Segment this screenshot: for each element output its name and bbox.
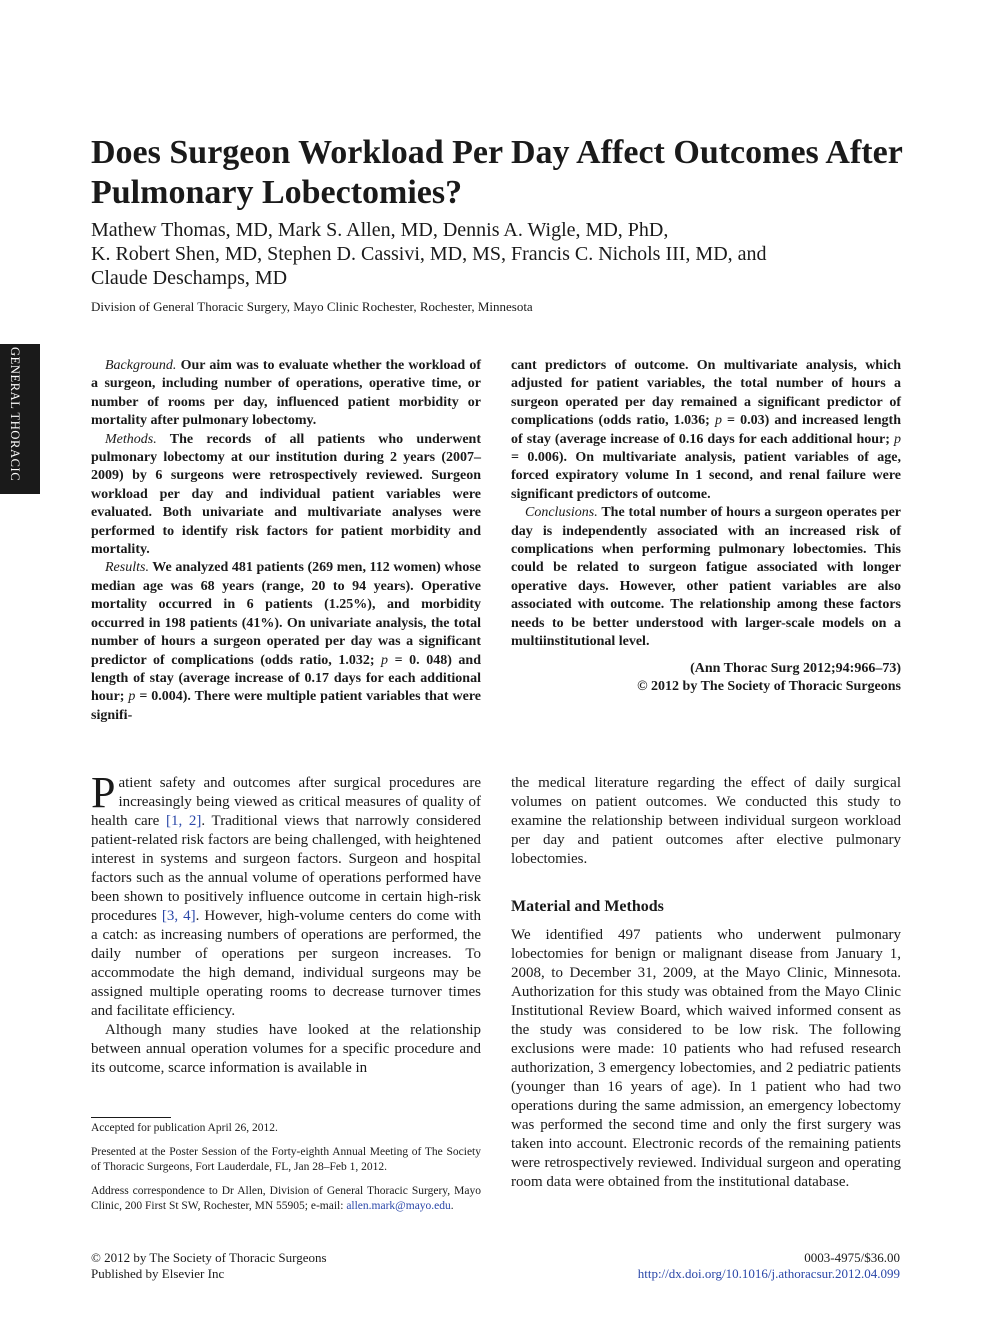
affiliation: Division of General Thoracic Surgery, Mayo Clinic Rochester, Rochester, Minnesota	[91, 299, 533, 314]
abstract-conclusions: Conclusions. The total number of hours a surgeon operates per day is independently associated with an increased risk of complications when performing pulmonary lobectomies. This could be related to surgeon fatigue associated with longer operative days. However, other patient variables are also associated with outcome. The relationship among these factors needs to be better understood with larger-scale models on a multiinstitutional level.	[511, 505, 901, 650]
abstract-left-column	[91, 357, 481, 725]
journal-citation: (Ann Thorac Surg 2012;94:966–73)	[690, 660, 901, 676]
body-right-column	[511, 774, 901, 1192]
footer-copyright: © 2012 by The Society of Thoracic Surgeons	[91, 1250, 327, 1265]
abstract-background: Background. Our aim was to evaluate whether the workload of a surgeon, including number of operations, operative time, or number of rooms per day, influenced patient morbidity or mortality after pulmonary lobectomy.	[91, 358, 481, 429]
abstract-copyright: © 2012 by The Society of Thoracic Surgeons	[637, 678, 901, 694]
intro-paragraph-1: Patient safety and outcomes after surgical procedures are increasingly being viewed as critical measures of quality of health care [1, 2]. Traditional views that narrowly considered patient-related risk factors are being challenged, with heightened interest in systems and surgeon factors. Surgeon and hospital factors such as the annual volume of operations performed have been shown to positively influence outcome in certain high-risk procedures [3, 4]. However, high-volume centers do come with a catch: as increasing numbers of operations are performed, the daily number of operations per surgeon increases. To accommodate the high demand, individual surgeons may be assigned multiple operating rooms to decrease turnover times and facilitate efficiency.	[91, 768, 481, 1019]
drop-cap: P	[91, 768, 116, 817]
abstract-methods: Methods. The records of all patients who underwent pulmonary lobectomy at our institution during 2 years (2007–2009) by 6 surgeons were retrospectively reviewed. Surgeon workload per day and individual patient variables were evaluated. Both univariate and multivariate analyses were performed to identify risk factors for patient morbidity and mortality.	[91, 431, 481, 558]
footnotes	[91, 1121, 481, 1223]
intro-paragraph-2: Although many studies have looked at the relationship between annual operation volumes for a specific procedure and its outcome, scarce information is available in	[91, 1022, 481, 1076]
author-line-1: Mathew Thomas, MD, Mark S. Allen, MD, Dennis A. Wigle, MD, PhD,	[91, 219, 669, 241]
footer-issn: 0003-4975/$36.00	[804, 1250, 900, 1265]
correspondence-email-link[interactable]: allen.mark@mayo.edu	[346, 1200, 451, 1213]
author-line-3: Claude Deschamps, MD	[91, 267, 288, 289]
article-title: Does Surgeon Workload Per Day Affect Outcomes After Pulmonary Lobectomies?	[91, 134, 903, 211]
doi-link[interactable]: http://dx.doi.org/10.1016/j.athoracsur.2012.04.099	[637, 1266, 900, 1281]
abstract-results-continued: cant predictors of outcome. On multivariate analysis, which adjusted for patient variables, the total number of hours a surgeon operated per day remained a significant predictor of complications (odds ratio, 1.036; p = 0.03) and increased length of stay (average increase of 0.16 days for each additional hour; p = 0.006). On multivariate analysis, patient variables of age, forced expiratory volume In 1 second, and renal failure were significant predictors of outcome.	[511, 358, 902, 502]
footnote-presented: Presented at the Poster Session of the Forty-eighth Annual Meeting of The Society of Thoracic Surgeons, Fort Lauderdale, FL, Jan 28–Feb 1, 2012.	[91, 1145, 481, 1174]
abstract-right-column	[511, 357, 901, 696]
footer-left	[91, 1250, 491, 1282]
footnote-divider	[91, 1117, 171, 1118]
methods-paragraph: We identified 497 patients who underwent pulmonary lobectomies for benign or malignant disease from January 1, 2008, to December 31, 2009, at the Mayo Clinic, Minnesota. Authorization for this study was obtained from the Mayo Clinic Institutional Review Board, which waived informed consent as the study was considered to be low risk. The following exclusions were made: 10 patients who had refused research authorization, 3 emergency lobectomies, and 2 pediatric patients (younger than 16 years of age). In 1 patient who had two operations during the same admission, an emergency lobectomy was performed the second time and only the first surgery was taken into account. Electronic records of the remaining patients were retrospectively reviewed. Individual surgeon and operating room data were obtained from the institutional database.	[511, 927, 901, 1190]
body-left-column	[91, 768, 481, 1078]
author-line-2: K. Robert Shen, MD, Stephen D. Cassivi, MD, MS, Francis C. Nichols III, MD, and	[91, 243, 767, 265]
section-side-tab	[0, 344, 40, 494]
footer-right	[500, 1250, 900, 1282]
author-list	[91, 218, 911, 290]
footnote-address: Address correspondence to Dr Allen, Division of General Thoracic Surgery, Mayo Clinic, 200 First St SW, Rochester, MN 55905; e-mail: allen.mark@mayo.edu.	[91, 1184, 481, 1213]
abstract-results: Results. We analyzed 481 patients (269 men, 112 women) whose median age was 68 years (range, 20 to 94 years). Operative mortality occurred in 6 patients (1.25%), and morbidity occurred in 198 patients (41%). On univariate analysis, the total number of hours a surgeon operated per day was a significant predictor of complications (odds ratio, 1.032; p = 0. 048) and length of stay (average increase of 0.17 days for each additional hour; p = 0.004). There were multiple patient variables that were signifi-	[91, 560, 482, 723]
reference-link-3-4[interactable]: [3, 4]	[161, 908, 196, 924]
footer-publisher: Published by Elsevier Inc	[91, 1266, 225, 1281]
reference-link-1-2[interactable]: [1, 2]	[165, 813, 202, 829]
section-side-tab-label: GENERAL THORACIC	[8, 347, 22, 482]
intro-paragraph-2-continued: the medical literature regarding the effect of daily surgical volumes on patient outcomes. We conducted this study to examine the relationship between individual surgeon workload per day and patient outcomes after elective pulmonary lobectomies.	[511, 775, 901, 867]
section-heading-methods: Material and Methods	[511, 898, 664, 915]
footnote-accepted: Accepted for publication April 26, 2012.	[91, 1122, 278, 1134]
